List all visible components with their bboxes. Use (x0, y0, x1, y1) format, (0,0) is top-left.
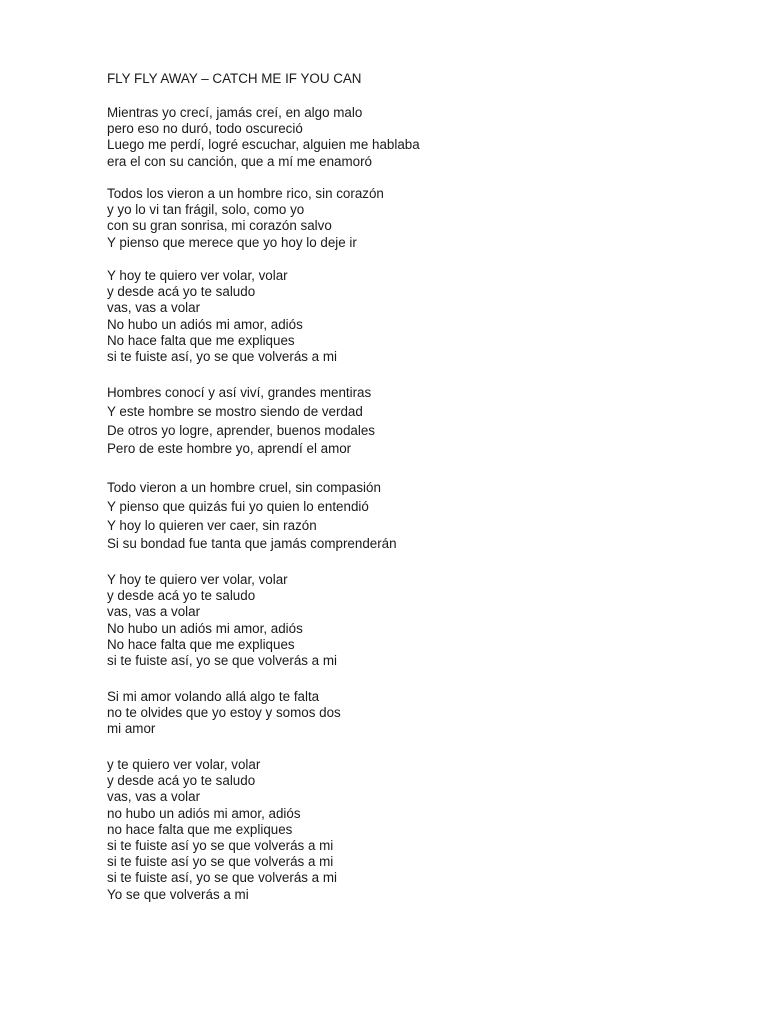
stanza-1 (107, 105, 420, 170)
lyric-line: y te quiero ver volar, volar (107, 757, 261, 772)
lyric-line: y yo lo vi tan frágil, solo, como yo (107, 202, 305, 218)
stanza-2 (107, 186, 384, 251)
lyric-line: era el con su canción, que a mí me enamoró (107, 153, 372, 169)
stanza-6 (107, 572, 337, 669)
lyric-line: Si mi amor volando allá algo te falta (107, 689, 320, 704)
lyric-line: si te fuiste así, yo se que volverás a mi (107, 653, 337, 669)
lyric-line: vas, vas a volar (107, 604, 201, 620)
lyric-line: vas, vas a volar (107, 300, 201, 316)
lyric-line: Yo se que volverás a mi (107, 886, 249, 902)
lyric-line: no te olvides que yo estoy y somos dos (107, 705, 341, 721)
lyric-line: si te fuiste así yo se que volverás a mi (107, 838, 334, 854)
song-title: FLY FLY AWAY – CATCH ME IF YOU CAN (107, 71, 362, 86)
lyric-line: y desde acá yo te saludo (107, 284, 256, 300)
lyric-line: Y hoy te quiero ver volar, volar (107, 268, 288, 283)
lyric-line: no hubo un adiós mi amor, adiós (107, 805, 301, 821)
lyric-line: y desde acá yo te saludo (107, 773, 256, 789)
lyric-line: Y hoy lo quieren ver caer, sin razón (107, 517, 317, 533)
lyric-line: Mientras yo crecí, jamás creí, en algo malo (107, 105, 363, 120)
lyric-line: pero eso no duró, todo oscureció (107, 121, 303, 137)
lyric-line: Todos los vieron a un hombre rico, sin corazón (107, 186, 384, 201)
lyric-line: Si su bondad fue tanta que jamás comprenderán (107, 536, 397, 552)
lyric-line: Y hoy te quiero ver volar, volar (107, 572, 288, 587)
lyric-line: Y este hombre se mostro siendo de verdad (107, 403, 363, 419)
stanza-8 (107, 757, 337, 903)
lyric-line: si te fuiste así, yo se que volverás a mi (107, 870, 337, 886)
lyric-line: No hace falta que me expliques (107, 332, 295, 348)
lyric-line: De otros yo logre, aprender, buenos modales (107, 422, 375, 438)
lyric-line: Todo vieron a un hombre cruel, sin compasión (107, 480, 381, 495)
lyric-line: si te fuiste así, yo se que volverás a mi (107, 349, 337, 365)
lyric-line: Luego me perdí, logré escuchar, alguien me hablaba (107, 137, 420, 153)
lyric-line: no hace falta que me expliques (107, 821, 293, 837)
lyric-line: No hubo un adiós mi amor, adiós (107, 316, 303, 332)
lyric-line: No hubo un adiós mi amor, adiós (107, 620, 303, 636)
lyric-line: si te fuiste así yo se que volverás a mi (107, 854, 334, 870)
lyric-line: Pero de este hombre yo, aprendí el amor (107, 441, 352, 457)
stanza-5 (107, 479, 397, 554)
lyric-line: vas, vas a volar (107, 789, 201, 805)
lyric-line: Y pienso que merece que yo hoy lo deje ir (107, 234, 357, 250)
stanza-4 (107, 384, 375, 459)
stanza-7 (107, 689, 341, 738)
lyric-line: mi amor (107, 721, 156, 737)
lyric-line: Hombres conocí y así viví, grandes mentiras (107, 385, 372, 400)
lyric-line: con su gran sonrisa, mi corazón salvo (107, 218, 332, 234)
stanza-3 (107, 268, 337, 365)
lyric-line: Y pienso que quizás fui yo quien lo entendió (107, 498, 369, 514)
lyric-line: No hace falta que me expliques (107, 636, 295, 652)
lyric-line: y desde acá yo te saludo (107, 588, 256, 604)
